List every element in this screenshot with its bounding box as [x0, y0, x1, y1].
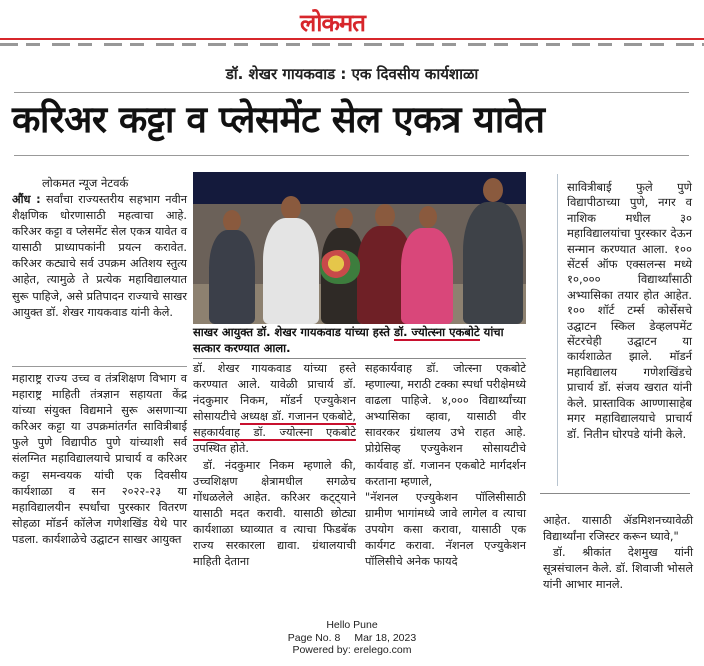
person — [209, 230, 255, 324]
body-paragraph: डॉ. नंदकुमार निकम म्हणाले की, उच्चशिक्षण क्षेत्रामधील सगळेच गोंधळलेले आहेत. करिअर कट्ट्याने यासाठी मदत करावी. यासाठी छोट्या कार्यशाळा घ्याव्यात व त्याचा फिडबॅक राज्य सरकारला द्यावा. ग्रंथालयाची माहिती देताना — [193, 458, 356, 569]
dateline: औंध : — [12, 193, 41, 206]
body-column-4 — [543, 513, 693, 593]
headline-divider — [14, 155, 689, 156]
news-photo[interactable] — [193, 172, 526, 324]
article-kicker: डॉ. शेखर गायकवाड : एक दिवसीय कार्यशाळा — [225, 65, 479, 83]
edition-label: Hello Pune — [326, 619, 378, 631]
body-paragraph: महाराष्ट्र राज्य उच्च व तंत्रशिक्षण विभाग व महाराष्ट्र माहिती तंत्रज्ञान सहायता केंद्र यांच्या संयुक्त विद्यमाने सुरू असणाऱ्या करिअर कट्टा या उपक्रमांतर्गत सावित्रीबाई फुले पुणे विद्यापीठ पुणे यांच्याशी सर्व संलग्नित महाविद्यालयाचे प्राचार्य व करिअर कट्टा समन्वयक यांची एक दिवसीय कार्यशाळा व सन २०२२-२३ या महाविद्यालयीन स्पर्धांचा पुरस्कार वितरण सोहळा मॉडर्न कॉलेज गणेशखिंड येथे पार पडला. कार्यशाळेचे उद्घाटन साखर आयुक्त — [12, 372, 187, 546]
photo-caption — [193, 324, 526, 356]
stage-banner — [193, 172, 526, 204]
article-headline: करिअर कट्टा व प्लेसमेंट सेल एकत्र यावेत — [12, 98, 545, 141]
lead-text: सर्वांचा राज्यस्तरीय सहभाग नवीन शैक्षणिक धोरणासाठी महत्वाचा आहे. करिअर कट्टा व प्लेसमेंट सेल एकत्र यावेत व यासाठी प्राध्यापकांनी प्रयत्न करावेत. करिअर कट्याचे सर्व उपक्रम अतिशय स्तुत्य आहेत, त्यामुळे ते प्रत्येक महाविद्यालयात सुरू पाहिजे, असे प्रतिपादन राज्याचे साखर आयुक्त डॉ. शेखर गायकवाड यांनी केले. — [12, 193, 187, 319]
person-head — [483, 178, 503, 202]
caption-text: साखर आयुक्त डॉ. शेखर गायकवाड यांच्या हस्ते — [193, 325, 394, 339]
person-head — [223, 210, 241, 232]
lokmat-logo[interactable]: लोकमत — [300, 9, 365, 37]
caption-highlight: डॉ. ज्योत्स्ना एकबोटे — [393, 325, 480, 339]
body-paragraph: डॉ. श्रीकांत देशमुख यांनी सूत्रसंचालन केले. डॉ. शिवाजी भोसले यांनी आभार मानले. — [543, 546, 693, 592]
cut-off-text-strip — [0, 40, 704, 48]
person-head — [335, 208, 353, 230]
page-number: Page No. 8 — [287, 631, 341, 644]
body-paragraph: आहेत. यासाठी ॲडमिशनच्यावेळी विद्यार्थ्यांना रजिस्टर करून घ्यावे," — [543, 514, 693, 544]
person — [463, 202, 523, 324]
person — [401, 228, 453, 324]
kicker-divider — [14, 92, 689, 93]
bouquet — [320, 250, 360, 284]
publish-date: Mar 18, 2023 — [354, 631, 417, 644]
body-column-2 — [193, 361, 356, 570]
body-paragraph: सहकार्यवाह डॉ. जोत्स्ना एकबोटे म्हणाल्या, मराठी टक्का स्पर्धा परीक्षेमध्ये वाढला पाहिजे. ४,००० विद्यार्थ्यांच्या अभ्यासिका व्हावा, यासाठी वीर सावरकर ग्रंथालय उभे राहत आहे. प्रोग्रेसिव्ह एज्युकेशन सोसायटीचे कार्यवाह डॉ. गजानन एकबोटे मार्गदर्शन करताना म्हणाले, — [365, 362, 526, 488]
masthead — [0, 0, 704, 46]
sidebar-rule — [557, 174, 558, 486]
page-info — [0, 632, 704, 645]
byline: लोकमत न्यूज नेटवर्क — [42, 176, 129, 190]
lead-paragraph — [12, 192, 187, 321]
sidebar-bottom-rule — [540, 493, 690, 494]
caption-divider — [193, 358, 526, 359]
caption-text: यांचा सत्कार करण्यात आला. — [193, 325, 504, 355]
person-head — [281, 196, 301, 220]
lead-divider — [12, 366, 187, 367]
sidebar-text: सावित्रीबाई फुले पुणे विद्यापीठाच्या पुणे, नगर व नाशिक मधील ३० महाविद्यालयांचा पुरस्कार देऊन सन्मान करण्यात आला. १०० सेंटर्स ऑफ एक्सलन्स मध्ये १०,००० विद्यार्थ्यांसाठी अभ्यासिका तयार होत आहेत. १०० शॉर्ट टर्म्स कोर्सेसचे उद्घाटन स्किल डेव्हलपमेंट सेंटरचेही उद्घाटन या कार्यशाळेत झाले. मॉडर्न महाविद्यालय गणेशखिंडचे प्राचार्य डॉ. संजय खरात यांनी केले. प्रास्ताविक आण्णासाहेब मगर महाविद्यालयाचे प्राचार्य डॉ. नितीन घोरपडे यांनी केले. — [567, 180, 692, 441]
powered-by-link[interactable]: Powered by: erelego.com — [292, 644, 412, 656]
body-text: उपस्थित होते. — [193, 442, 249, 456]
sidebar-box — [567, 180, 692, 442]
person-head — [375, 204, 395, 228]
highlighted-names: अध्यक्ष डॉ. गजानन एकबोटे, सहकार्यवाह डॉ. ज्योत्स्ना एकबोटे — [193, 410, 356, 440]
body-column-1 — [12, 371, 187, 548]
body-text: डॉ. शेखर गायकवाड यांच्या हस्ते करण्यात आले. यावेळी प्राचार्य डॉ. नंदकुमार निकम, मॉडर्न एज्युकेशन सोसायटीचे — [193, 362, 356, 424]
body-column-3 — [365, 361, 526, 570]
page-footer — [0, 619, 704, 657]
body-paragraph: "नॅशनल एज्युकेशन पॉलिसीसाठी ग्रामीण भागांमध्ये जावे लागेल व त्याचा उपयोग कसा करावा, यासाठी एक कार्यगट करावा. नॅशनल एज्युकेशन पॉलिसीचे अनेक फायदे — [365, 490, 526, 569]
person — [263, 218, 319, 324]
person-head — [419, 206, 437, 228]
